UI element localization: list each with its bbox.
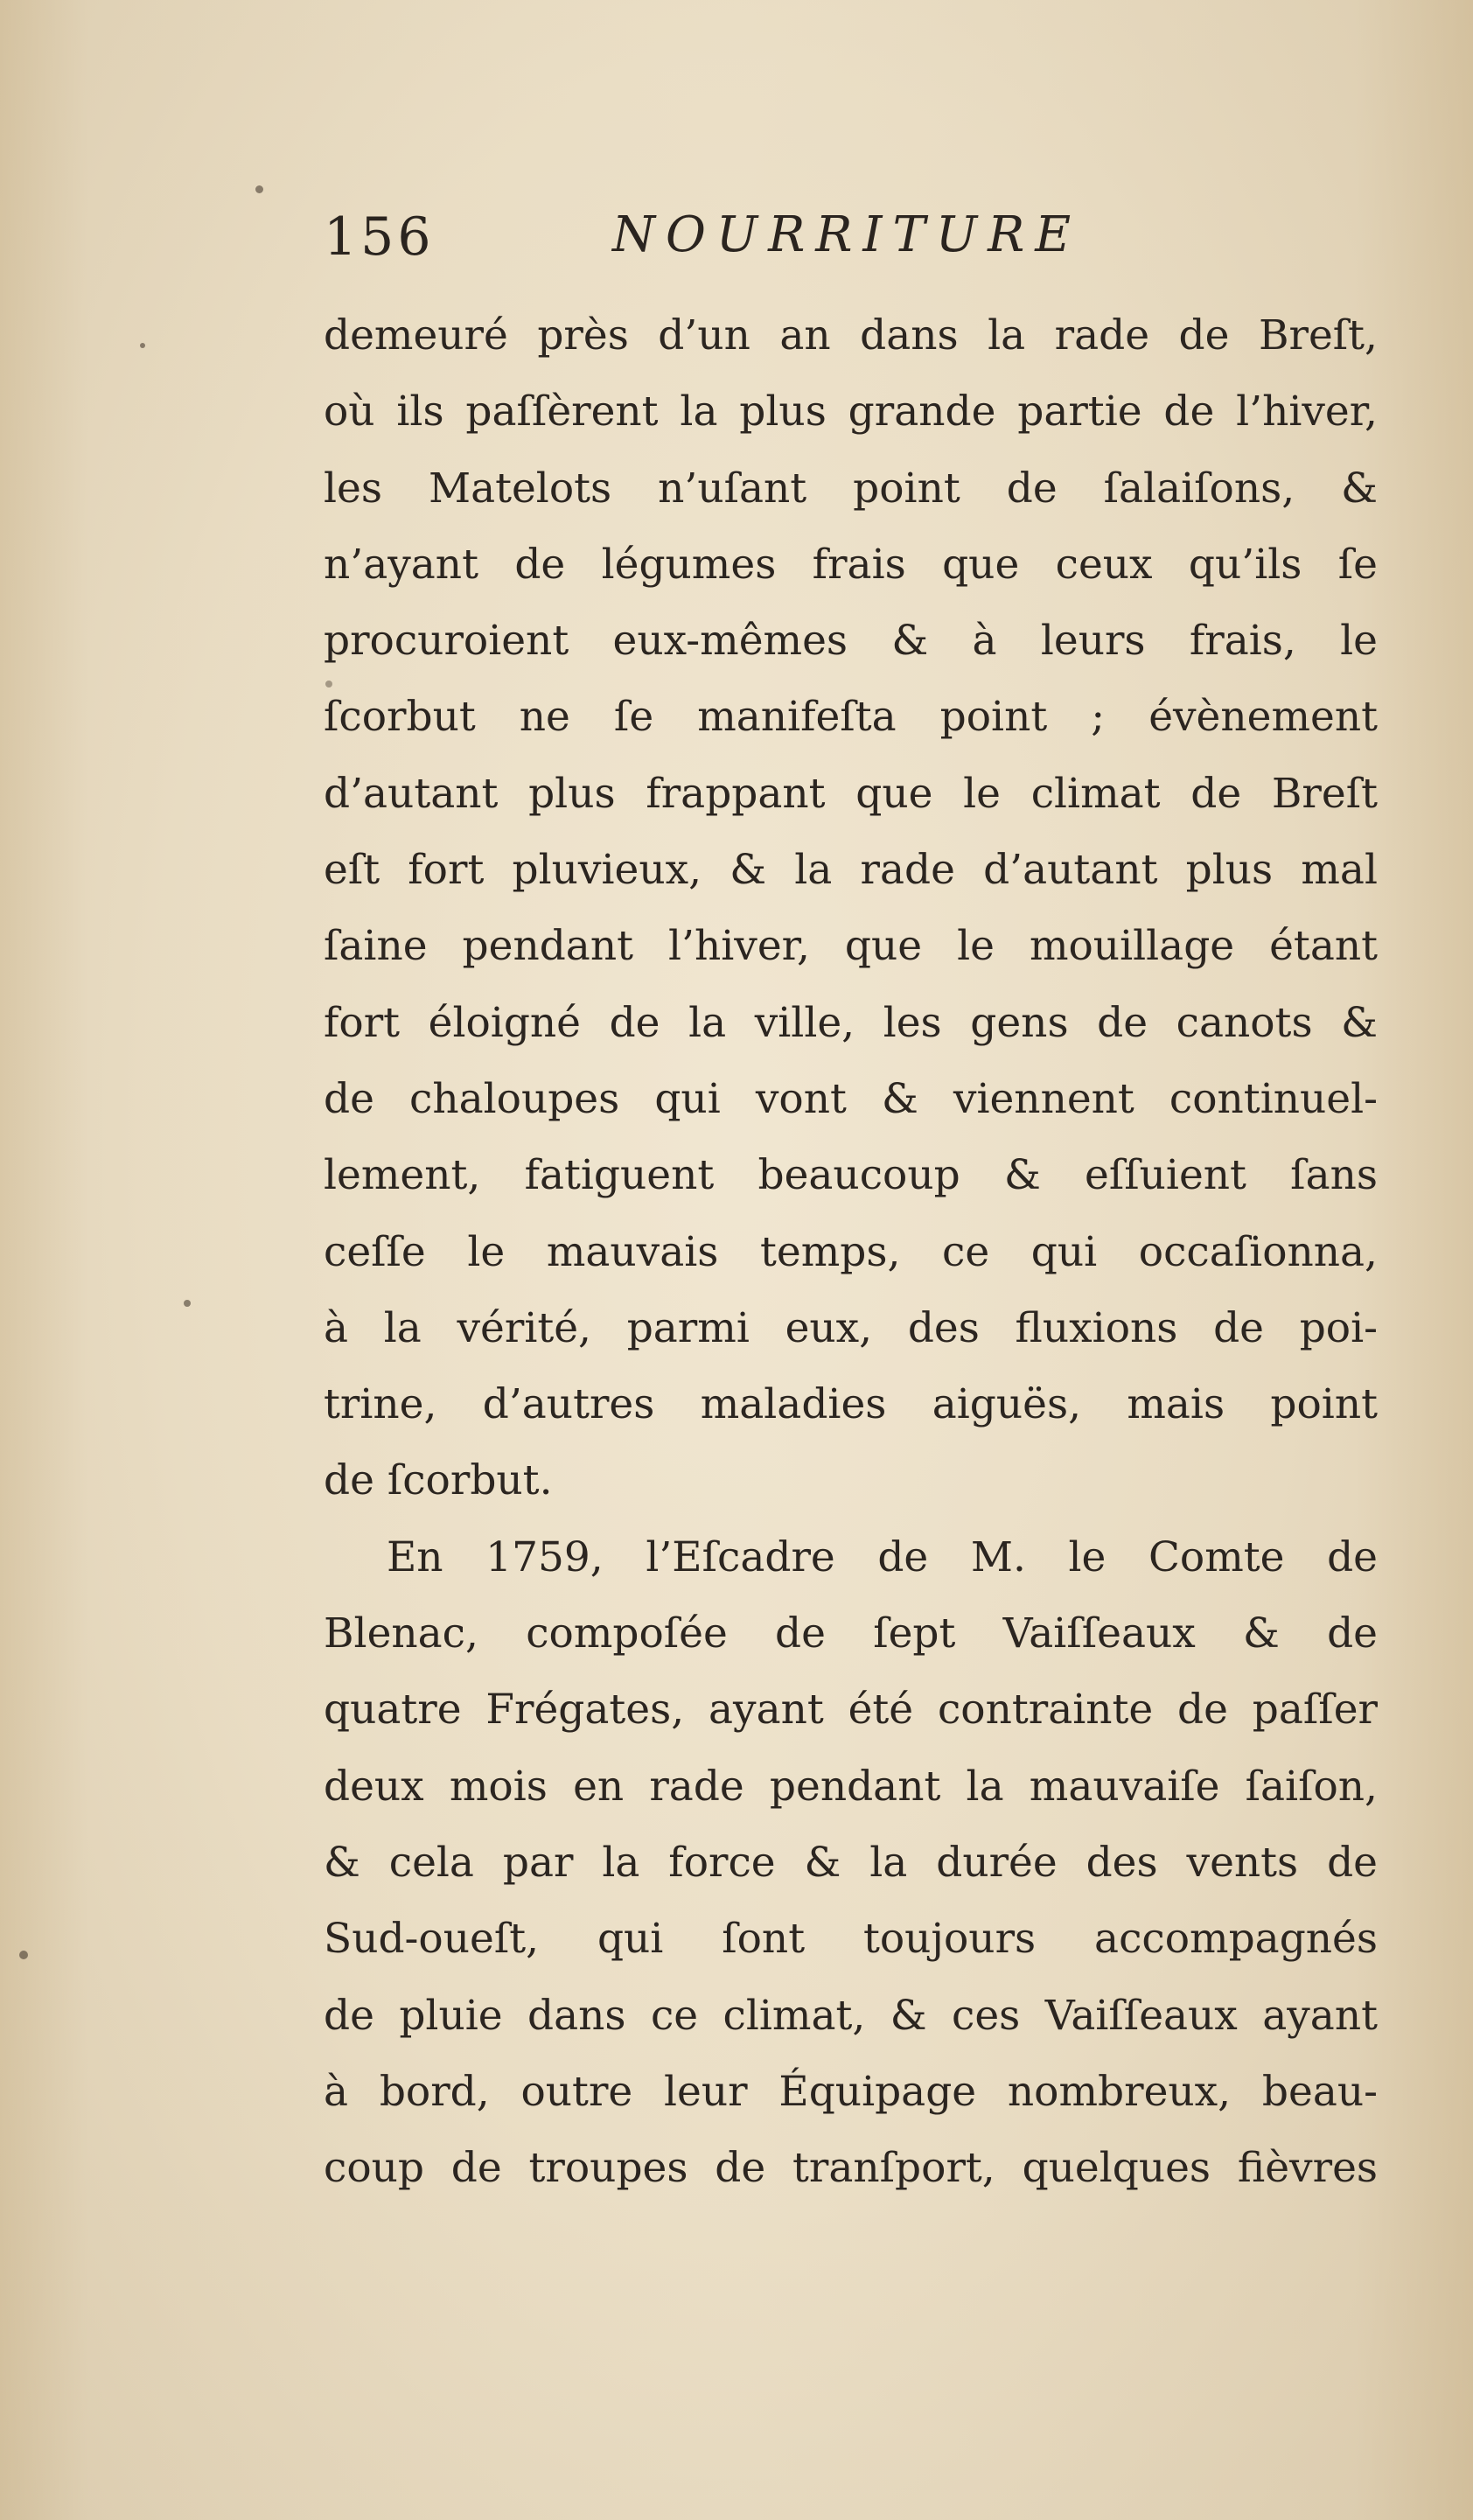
- body-text: [324, 297, 1378, 2206]
- text-line: demeuré près d’un an dans la rade de Breſt,: [324, 311, 1378, 360]
- ink-spot: [140, 343, 145, 348]
- text-line: à la vérité, parmi eux, des fluxions de poi-: [324, 1303, 1378, 1352]
- running-head: NOURRITURE: [612, 206, 1082, 263]
- page-number: 156: [324, 206, 435, 268]
- text-line: à bord, outre leur Équipage nombreux, beau-: [324, 2067, 1378, 2116]
- paragraph-start-line: En 1759, l’Eſcadre de M. le Comte de: [387, 1532, 1378, 1581]
- text-line: procuroient eux-mêmes & à leurs frais, le: [324, 617, 1378, 666]
- text-line: ſcorbut ne ſe manifeſta point ; évènement: [324, 693, 1378, 742]
- text-line: trine, d’autres maladies aiguës, mais point: [324, 1380, 1378, 1429]
- text-line: lement, fatiguent beaucoup & eſſuient ſans: [324, 1151, 1378, 1200]
- text-line: Sud-oueſt, qui ſont toujours accompagnés: [324, 1915, 1378, 1964]
- text-line: où ils paſſèrent la plus grande partie de l’hiver,: [324, 387, 1378, 436]
- text-line: & cela par la force & la durée des vents de: [324, 1838, 1378, 1887]
- ink-spot: [19, 1951, 28, 1959]
- text-line: ceſſe le mauvais temps, ce qui occaſionna,: [324, 1227, 1378, 1276]
- text-line: quatre Frégates, ayant été contrainte de paſſer: [324, 1686, 1378, 1735]
- ink-spot: [184, 1300, 191, 1307]
- text-line: ſaine pendant l’hiver, que le mouillage étant: [324, 922, 1378, 971]
- text-line: de ſcorbut.: [324, 1456, 553, 1505]
- text-line: eſt fort pluvieux, & la rade d’autant plus mal: [324, 846, 1378, 895]
- text-line: de chaloupes qui vont & viennent continuel-: [324, 1074, 1378, 1123]
- text-line: Blenac, compoſée de ſept Vaiſſeaux & de: [324, 1609, 1378, 1658]
- text-line: coup de troupes de tranſport, quelques fièvres: [324, 2144, 1378, 2193]
- text-line: n’ayant de légumes frais que ceux qu’ils ſe: [324, 540, 1378, 589]
- page-header: [324, 206, 1373, 276]
- text-line: fort éloigné de la ville, les gens de canots &: [324, 998, 1378, 1047]
- text-line: deux mois en rade pendant la mauvaiſe ſaiſon,: [324, 1762, 1378, 1811]
- ink-spot: [255, 185, 263, 193]
- text-line: de pluie dans ce climat, & ces Vaiſſeaux ayant: [324, 1991, 1378, 2040]
- text-line: les Matelots n’uſant point de ſalaiſons, &: [324, 464, 1378, 513]
- text-line: d’autant plus frappant que le climat de Breſt: [324, 769, 1378, 818]
